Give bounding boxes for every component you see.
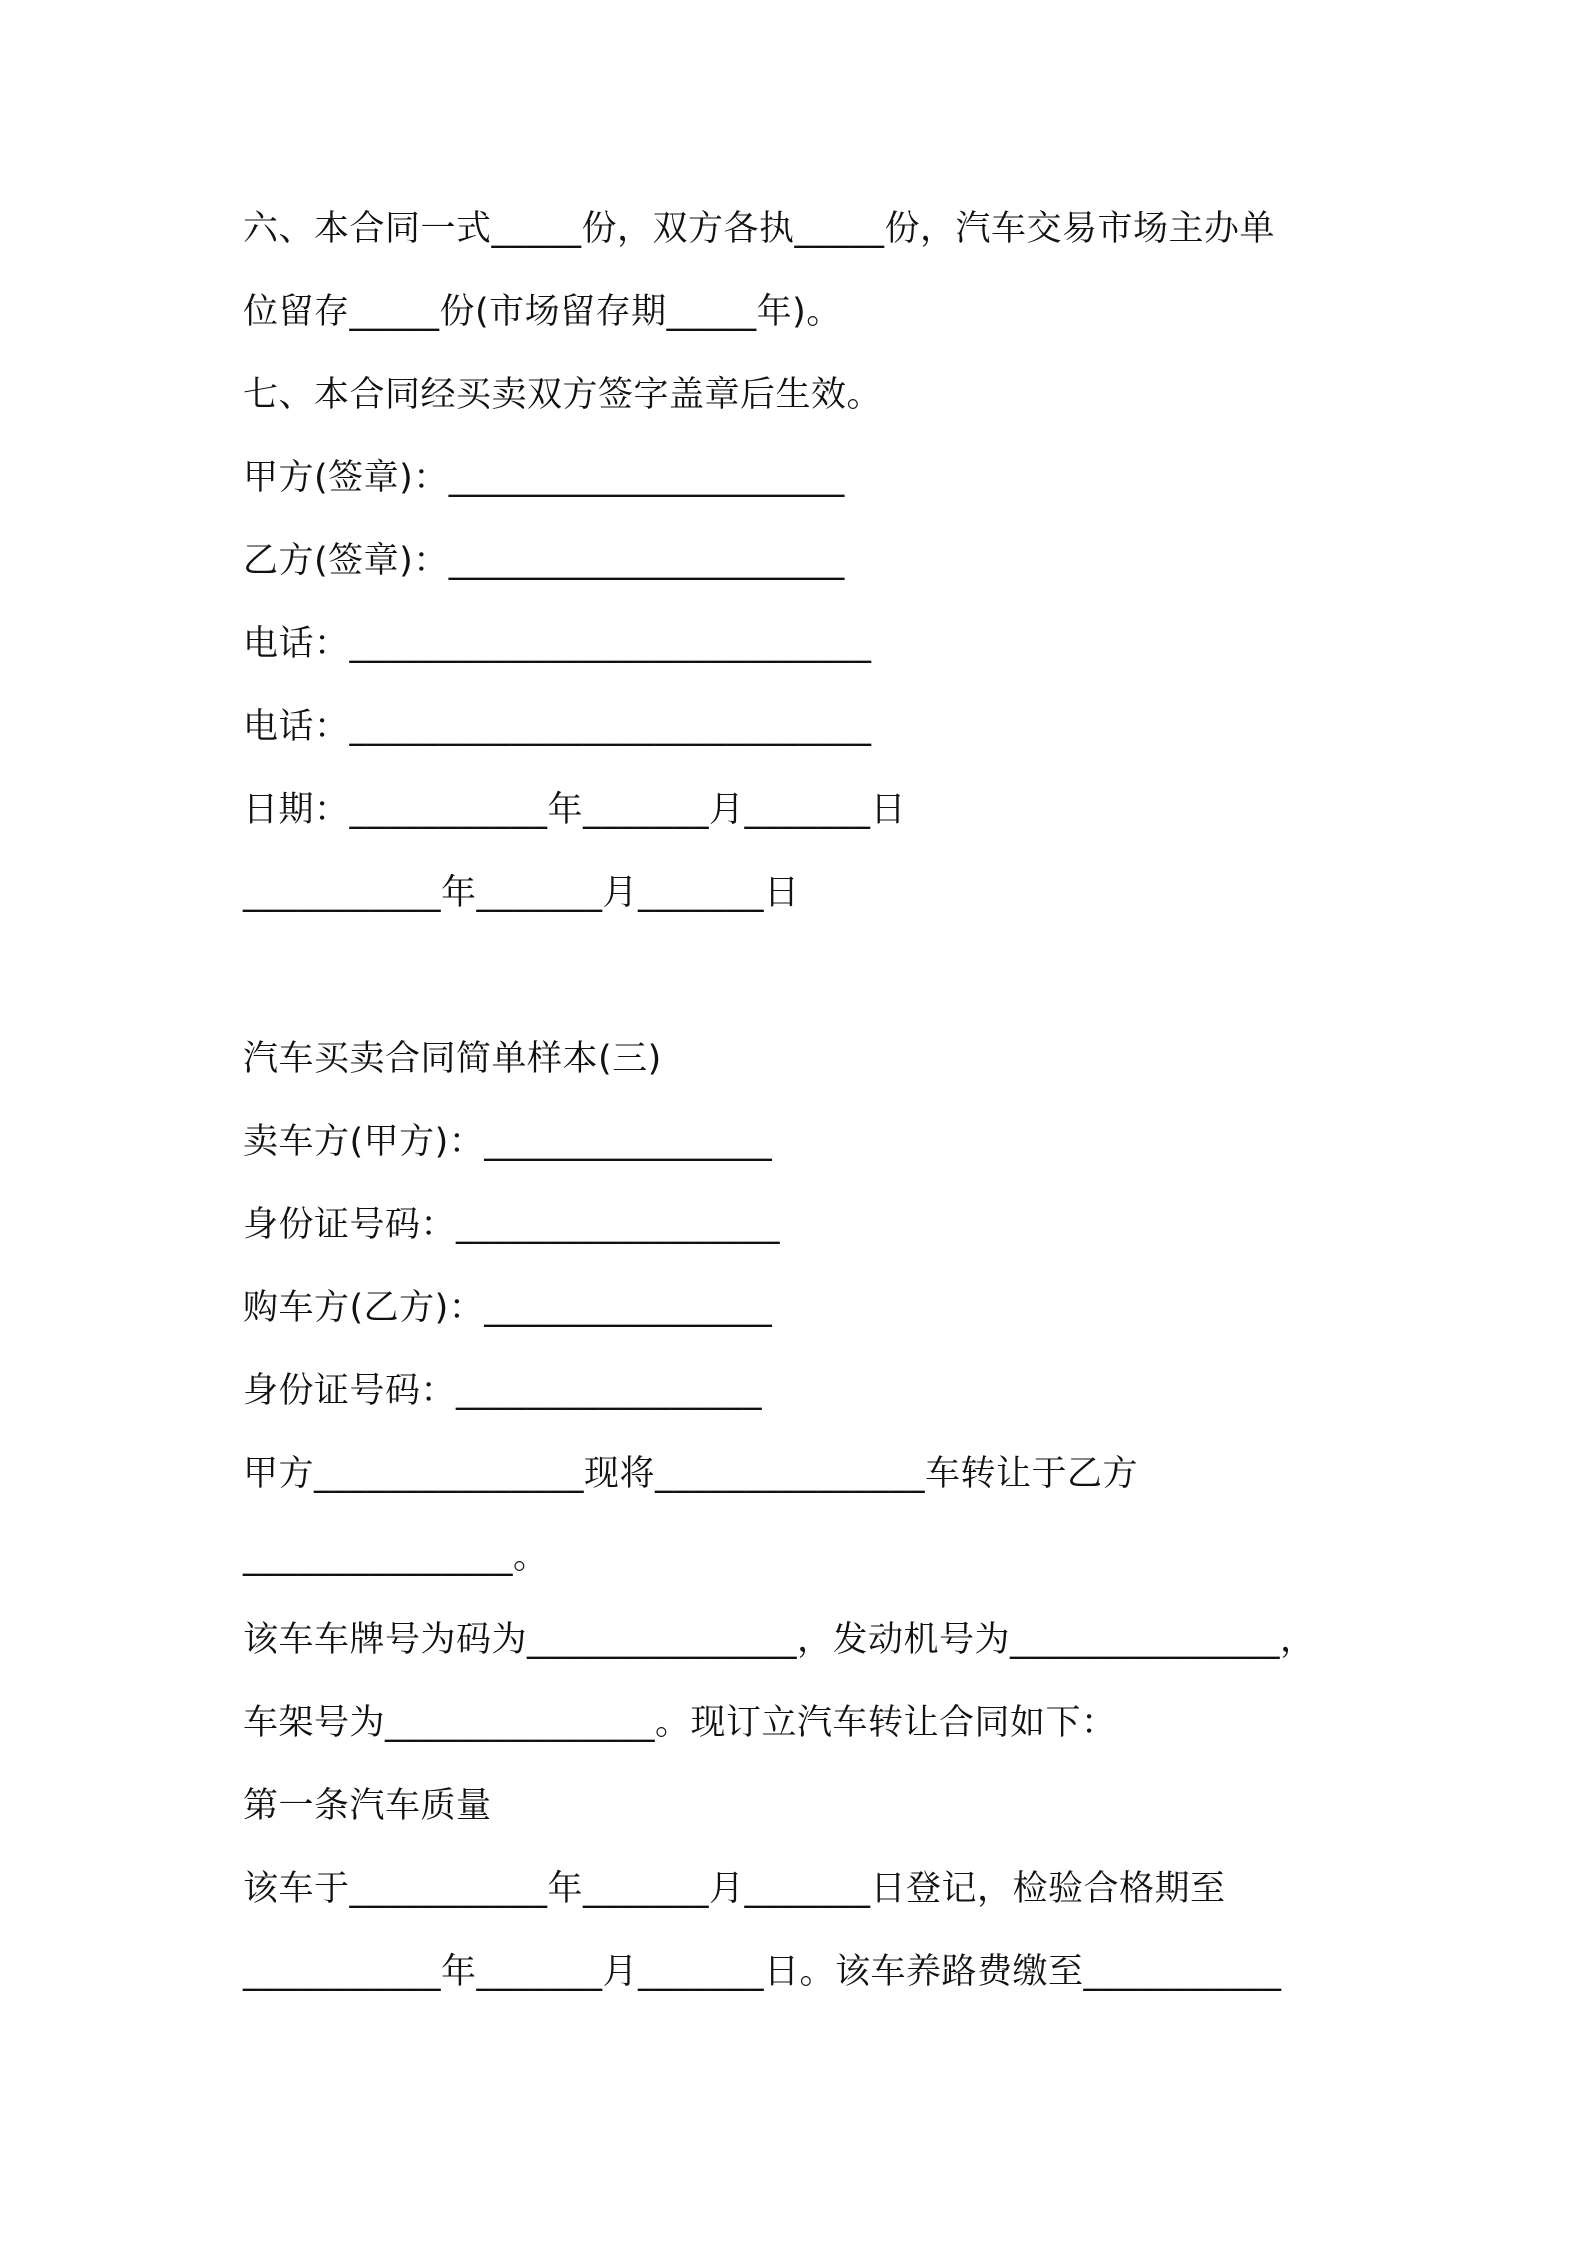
transfer-line-2: _______________。 <box>243 1537 549 1577</box>
section-title: 汽车买卖合同简单样本(三) <box>243 1039 662 1079</box>
transfer-line-1: 甲方_______________现将_______________车转让于乙方 <box>243 1454 1139 1494</box>
vehicle-numbers-line-2: 车架号为_______________。现订立汽车转让合同如下： <box>243 1703 1117 1743</box>
clause-six-line-1: 六、本合同一式_____份，双方各执_____份，汽车交易市场主办单 <box>243 209 1276 249</box>
phone-line-a: 电话：_____________________________ <box>243 624 872 664</box>
seller-id-line: 身份证号码：__________________ <box>243 1205 781 1245</box>
registration-line-2: ___________年_______月_______日。该车养路费缴至___________ <box>243 1952 1282 1992</box>
buyer-line: 购车方(乙方)：________________ <box>243 1288 773 1328</box>
party-b-signature-line: 乙方(签章)：______________________ <box>243 541 845 581</box>
vehicle-numbers-line-1: 该车车牌号为码为_______________，发动机号为_______________， <box>243 1620 1316 1660</box>
buyer-id-line: 身份证号码：_________________ <box>243 1371 763 1411</box>
seller-line: 卖车方(甲方)：________________ <box>243 1122 773 1162</box>
clause-seven: 七、本合同经买卖双方签字盖章后生效。 <box>243 375 883 415</box>
clause-six-line-2: 位留存_____份(市场留存期_____年)。 <box>243 292 842 332</box>
date-line-b: ___________年_______月_______日 <box>243 873 800 913</box>
registration-line-1: 该车于___________年_______月_______日登记，检验合格期至 <box>243 1869 1226 1909</box>
party-a-signature-line: 甲方(签章)：______________________ <box>243 458 845 498</box>
date-line-a: 日期：___________年_______月_______日 <box>243 790 907 830</box>
phone-line-b: 电话：_____________________________ <box>243 707 872 747</box>
article-one-heading: 第一条汽车质量 <box>243 1786 492 1826</box>
